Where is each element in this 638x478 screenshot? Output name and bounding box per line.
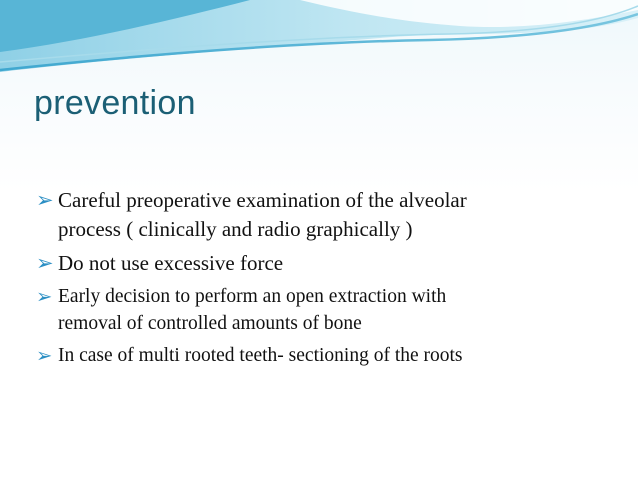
arrow-bullet-icon: ➢ — [36, 285, 53, 308]
header-wave-decoration — [0, 0, 638, 95]
bullet-item-4 — [36, 342, 621, 369]
slide-title: prevention — [34, 84, 196, 122]
bullet-text-line: Early decision to perform an open extraction with — [58, 286, 447, 307]
bullet-text-line: Careful preoperative examination of the alveolar — [58, 188, 467, 212]
bullet-text-line: Do not use excessive force — [58, 251, 284, 275]
bullet-list — [36, 186, 621, 374]
bullet-text-line: process ( clinically and radio graphically ) — [58, 217, 413, 241]
bullet-item-2 — [36, 249, 621, 278]
bullet-item-1 — [36, 186, 621, 244]
arrow-bullet-icon: ➢ — [36, 251, 54, 275]
bullet-item-3 — [36, 283, 621, 337]
bullet-text-line: removal of controlled amounts of bone — [58, 313, 362, 334]
arrow-bullet-icon: ➢ — [36, 188, 54, 212]
arrow-bullet-icon: ➢ — [36, 344, 53, 367]
bullet-text-line: In case of multi rooted teeth- sectioning of the roots — [58, 345, 463, 366]
